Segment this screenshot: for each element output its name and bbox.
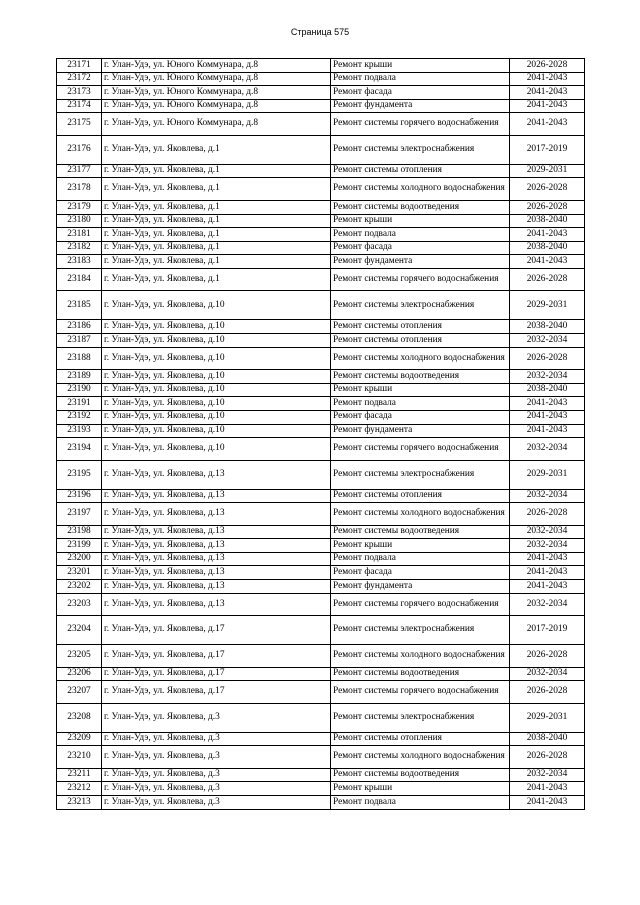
address-cell: г. Улан-Удэ, ул. Яковлева, д.1 [102,178,331,201]
table-row [57,593,585,616]
row-number: 23175 [57,113,102,136]
address-cell: г. Улан-Удэ, ул. Яковлева, д.1 [102,135,331,164]
table-row [57,347,585,370]
work-type-cell: Ремонт системы холодного водоснабжения [331,645,510,668]
row-number: 23196 [57,489,102,503]
address-cell: г. Улан-Удэ, ул. Яковлева, д.1 [102,200,331,214]
period-cell: 2029-2031 [510,460,585,489]
table-row [57,616,585,645]
period-cell: 2026-2028 [510,681,585,704]
period-cell: 2032-2034 [510,525,585,539]
row-number: 23205 [57,645,102,668]
address-cell: г. Улан-Удэ, ул. Яковлева, д.17 [102,681,331,704]
address-cell: г. Улан-Удэ, ул. Яковлева, д.3 [102,732,331,746]
work-type-cell: Ремонт крыши [331,383,510,397]
address-cell: г. Улан-Удэ, ул. Юного Коммунара, д.8 [102,72,331,86]
period-cell: 2026-2028 [510,645,585,668]
table-row [57,768,585,782]
table-row [57,397,585,411]
table-row [57,566,585,580]
period-cell: 2026-2028 [510,200,585,214]
table-row [57,525,585,539]
table-row [57,667,585,681]
address-cell: г. Улан-Удэ, ул. Яковлева, д.17 [102,667,331,681]
row-number: 23177 [57,164,102,178]
address-cell: г. Улан-Удэ, ул. Яковлева, д.13 [102,566,331,580]
period-cell: 2041-2043 [510,99,585,113]
table-row [57,99,585,113]
page-title: Страница 575 [290,27,350,37]
address-cell: г. Улан-Удэ, ул. Яковлева, д.3 [102,768,331,782]
work-type-cell: Ремонт крыши [331,539,510,553]
table-row [57,796,585,810]
address-cell: г. Улан-Удэ, ул. Яковлева, д.1 [102,214,331,228]
work-type-cell: Ремонт системы отопления [331,164,510,178]
row-number: 23198 [57,525,102,539]
address-cell: г. Улан-Удэ, ул. Яковлева, д.1 [102,164,331,178]
table-row [57,268,585,291]
row-number: 23207 [57,681,102,704]
table-row [57,291,585,320]
period-cell: 2038-2040 [510,241,585,255]
address-cell: г. Улан-Удэ, ул. Яковлева, д.10 [102,438,331,461]
work-type-cell: Ремонт подвала [331,228,510,242]
table-row [57,732,585,746]
row-number: 23174 [57,99,102,113]
row-number: 23184 [57,268,102,291]
period-cell: 2032-2034 [510,489,585,503]
period-cell: 2017-2019 [510,616,585,645]
period-cell: 2041-2043 [510,86,585,100]
row-number: 23208 [57,703,102,732]
table-row [57,241,585,255]
row-number: 23213 [57,796,102,810]
period-cell: 2032-2034 [510,593,585,616]
work-type-cell: Ремонт системы электроснабжения [331,616,510,645]
period-cell: 2026-2028 [510,746,585,769]
period-cell: 2041-2043 [510,397,585,411]
address-cell: г. Улан-Удэ, ул. Юного Коммунара, д.8 [102,86,331,100]
work-type-cell: Ремонт системы электроснабжения [331,291,510,320]
work-type-cell: Ремонт системы водоотведения [331,768,510,782]
period-cell: 2026-2028 [510,178,585,201]
work-type-cell: Ремонт системы водоотведения [331,200,510,214]
work-type-cell: Ремонт фасада [331,241,510,255]
table-row [57,645,585,668]
address-cell: г. Улан-Удэ, ул. Яковлева, д.3 [102,782,331,796]
period-cell: 2032-2034 [510,334,585,348]
address-cell: г. Улан-Удэ, ул. Яковлева, д.13 [102,580,331,594]
period-cell: 2026-2028 [510,59,585,73]
period-cell: 2038-2040 [510,214,585,228]
row-number: 23203 [57,593,102,616]
table-row [57,438,585,461]
work-type-cell: Ремонт крыши [331,59,510,73]
work-type-cell: Ремонт фундамента [331,424,510,438]
repair-schedule-table [56,58,585,810]
address-cell: г. Улан-Удэ, ул. Яковлева, д.10 [102,410,331,424]
row-number: 23199 [57,539,102,553]
period-cell: 2041-2043 [510,72,585,86]
table-row [57,782,585,796]
work-type-cell: Ремонт системы водоотведения [331,525,510,539]
row-number: 23212 [57,782,102,796]
address-cell: г. Улан-Удэ, ул. Яковлева, д.13 [102,489,331,503]
row-number: 23194 [57,438,102,461]
address-cell: г. Улан-Удэ, ул. Яковлева, д.3 [102,746,331,769]
table-row [57,410,585,424]
work-type-cell: Ремонт системы электроснабжения [331,135,510,164]
row-number: 23172 [57,72,102,86]
period-cell: 2041-2043 [510,113,585,136]
period-cell: 2041-2043 [510,228,585,242]
address-cell: г. Улан-Удэ, ул. Яковлева, д.1 [102,268,331,291]
table-row [57,178,585,201]
work-type-cell: Ремонт крыши [331,782,510,796]
row-number: 23182 [57,241,102,255]
address-cell: г. Улан-Удэ, ул. Яковлева, д.10 [102,397,331,411]
period-cell: 2032-2034 [510,370,585,384]
row-number: 23209 [57,732,102,746]
row-number: 23171 [57,59,102,73]
address-cell: г. Улан-Удэ, ул. Яковлева, д.3 [102,796,331,810]
period-cell: 2032-2034 [510,667,585,681]
period-cell: 2032-2034 [510,539,585,553]
address-cell: г. Улан-Удэ, ул. Яковлева, д.3 [102,703,331,732]
work-type-cell: Ремонт фасада [331,566,510,580]
period-cell: 2041-2043 [510,566,585,580]
period-cell: 2041-2043 [510,782,585,796]
work-type-cell: Ремонт системы холодного водоснабжения [331,347,510,370]
work-type-cell: Ремонт фундамента [331,99,510,113]
period-cell: 2029-2031 [510,291,585,320]
period-cell: 2041-2043 [510,424,585,438]
table-row [57,72,585,86]
table-row [57,113,585,136]
period-cell: 2032-2034 [510,438,585,461]
row-number: 23193 [57,424,102,438]
row-number: 23191 [57,397,102,411]
row-number: 23179 [57,200,102,214]
address-cell: г. Улан-Удэ, ул. Юного Коммунара, д.8 [102,113,331,136]
table-row [57,552,585,566]
period-cell: 2041-2043 [510,580,585,594]
table-row [57,489,585,503]
work-type-cell: Ремонт подвала [331,397,510,411]
address-cell: г. Улан-Удэ, ул. Яковлева, д.10 [102,424,331,438]
row-number: 23189 [57,370,102,384]
row-number: 23206 [57,667,102,681]
work-type-cell: Ремонт системы холодного водоснабжения [331,178,510,201]
period-cell: 2041-2043 [510,796,585,810]
work-type-cell: Ремонт системы горячего водоснабжения [331,593,510,616]
address-cell: г. Улан-Удэ, ул. Яковлева, д.1 [102,241,331,255]
table-row [57,164,585,178]
row-number: 23200 [57,552,102,566]
address-cell: г. Улан-Удэ, ул. Яковлева, д.10 [102,383,331,397]
table-row [57,135,585,164]
row-number: 23185 [57,291,102,320]
row-number: 23188 [57,347,102,370]
address-cell: г. Улан-Удэ, ул. Яковлева, д.10 [102,291,331,320]
table-row [57,503,585,526]
period-cell: 2026-2028 [510,503,585,526]
period-cell: 2029-2031 [510,703,585,732]
work-type-cell: Ремонт фасада [331,86,510,100]
work-type-cell: Ремонт крыши [331,214,510,228]
row-number: 23195 [57,460,102,489]
address-cell: г. Улан-Удэ, ул. Яковлева, д.13 [102,552,331,566]
period-cell: 2038-2040 [510,383,585,397]
table-row [57,383,585,397]
table-row [57,228,585,242]
work-type-cell: Ремонт системы электроснабжения [331,460,510,489]
work-type-cell: Ремонт системы электроснабжения [331,703,510,732]
address-cell: г. Улан-Удэ, ул. Юного Коммунара, д.8 [102,99,331,113]
work-type-cell: Ремонт системы отопления [331,334,510,348]
work-type-cell: Ремонт системы холодного водоснабжения [331,503,510,526]
row-number: 23197 [57,503,102,526]
table-row [57,424,585,438]
address-cell: г. Улан-Удэ, ул. Яковлева, д.1 [102,255,331,269]
row-number: 23173 [57,86,102,100]
row-number: 23178 [57,178,102,201]
work-type-cell: Ремонт фундамента [331,255,510,269]
table-row [57,703,585,732]
address-cell: г. Улан-Удэ, ул. Яковлева, д.13 [102,525,331,539]
period-cell: 2041-2043 [510,255,585,269]
table-row [57,539,585,553]
period-cell: 2026-2028 [510,347,585,370]
work-type-cell: Ремонт подвала [331,72,510,86]
address-cell: г. Улан-Удэ, ул. Яковлева, д.10 [102,347,331,370]
period-cell: 2026-2028 [510,268,585,291]
table-row [57,580,585,594]
row-number: 23211 [57,768,102,782]
address-cell: г. Улан-Удэ, ул. Яковлева, д.10 [102,334,331,348]
table-row [57,460,585,489]
table-row [57,334,585,348]
address-cell: г. Улан-Удэ, ул. Яковлева, д.1 [102,228,331,242]
period-cell: 2017-2019 [510,135,585,164]
work-type-cell: Ремонт системы горячего водоснабжения [331,438,510,461]
table-row [57,746,585,769]
table-row [57,681,585,704]
period-cell: 2041-2043 [510,552,585,566]
address-cell: г. Улан-Удэ, ул. Яковлева, д.17 [102,645,331,668]
work-type-cell: Ремонт системы водоотведения [331,370,510,384]
row-number: 23190 [57,383,102,397]
address-cell: г. Улан-Удэ, ул. Яковлева, д.13 [102,460,331,489]
table-row [57,320,585,334]
address-cell: г. Улан-Удэ, ул. Яковлева, д.13 [102,593,331,616]
work-type-cell: Ремонт системы водоотведения [331,667,510,681]
row-number: 23176 [57,135,102,164]
row-number: 23204 [57,616,102,645]
address-cell: г. Улан-Удэ, ул. Яковлева, д.13 [102,503,331,526]
work-type-cell: Ремонт фасада [331,410,510,424]
period-cell: 2038-2040 [510,320,585,334]
work-type-cell: Ремонт подвала [331,796,510,810]
work-type-cell: Ремонт системы холодного водоснабжения [331,746,510,769]
address-cell: г. Улан-Удэ, ул. Яковлева, д.17 [102,616,331,645]
row-number: 23180 [57,214,102,228]
address-cell: г. Улан-Удэ, ул. Яковлева, д.10 [102,320,331,334]
work-type-cell: Ремонт системы горячего водоснабжения [331,268,510,291]
address-cell: г. Улан-Удэ, ул. Яковлева, д.10 [102,370,331,384]
period-cell: 2038-2040 [510,732,585,746]
table-row [57,200,585,214]
address-cell: г. Улан-Удэ, ул. Юного Коммунара, д.8 [102,59,331,73]
period-cell: 2029-2031 [510,164,585,178]
row-number: 23202 [57,580,102,594]
work-type-cell: Ремонт системы отопления [331,489,510,503]
row-number: 23192 [57,410,102,424]
work-type-cell: Ремонт фундамента [331,580,510,594]
table-row [57,214,585,228]
table-row [57,59,585,73]
work-type-cell: Ремонт системы горячего водоснабжения [331,681,510,704]
row-number: 23186 [57,320,102,334]
table-row [57,86,585,100]
work-type-cell: Ремонт подвала [331,552,510,566]
row-number: 23201 [57,566,102,580]
table-row [57,255,585,269]
address-cell: г. Улан-Удэ, ул. Яковлева, д.13 [102,539,331,553]
table-body [57,59,585,810]
period-cell: 2032-2034 [510,768,585,782]
row-number: 23181 [57,228,102,242]
work-type-cell: Ремонт системы горячего водоснабжения [331,113,510,136]
row-number: 23183 [57,255,102,269]
table-row [57,370,585,384]
period-cell: 2041-2043 [510,410,585,424]
work-type-cell: Ремонт системы отопления [331,732,510,746]
row-number: 23187 [57,334,102,348]
work-type-cell: Ремонт системы отопления [331,320,510,334]
row-number: 23210 [57,746,102,769]
